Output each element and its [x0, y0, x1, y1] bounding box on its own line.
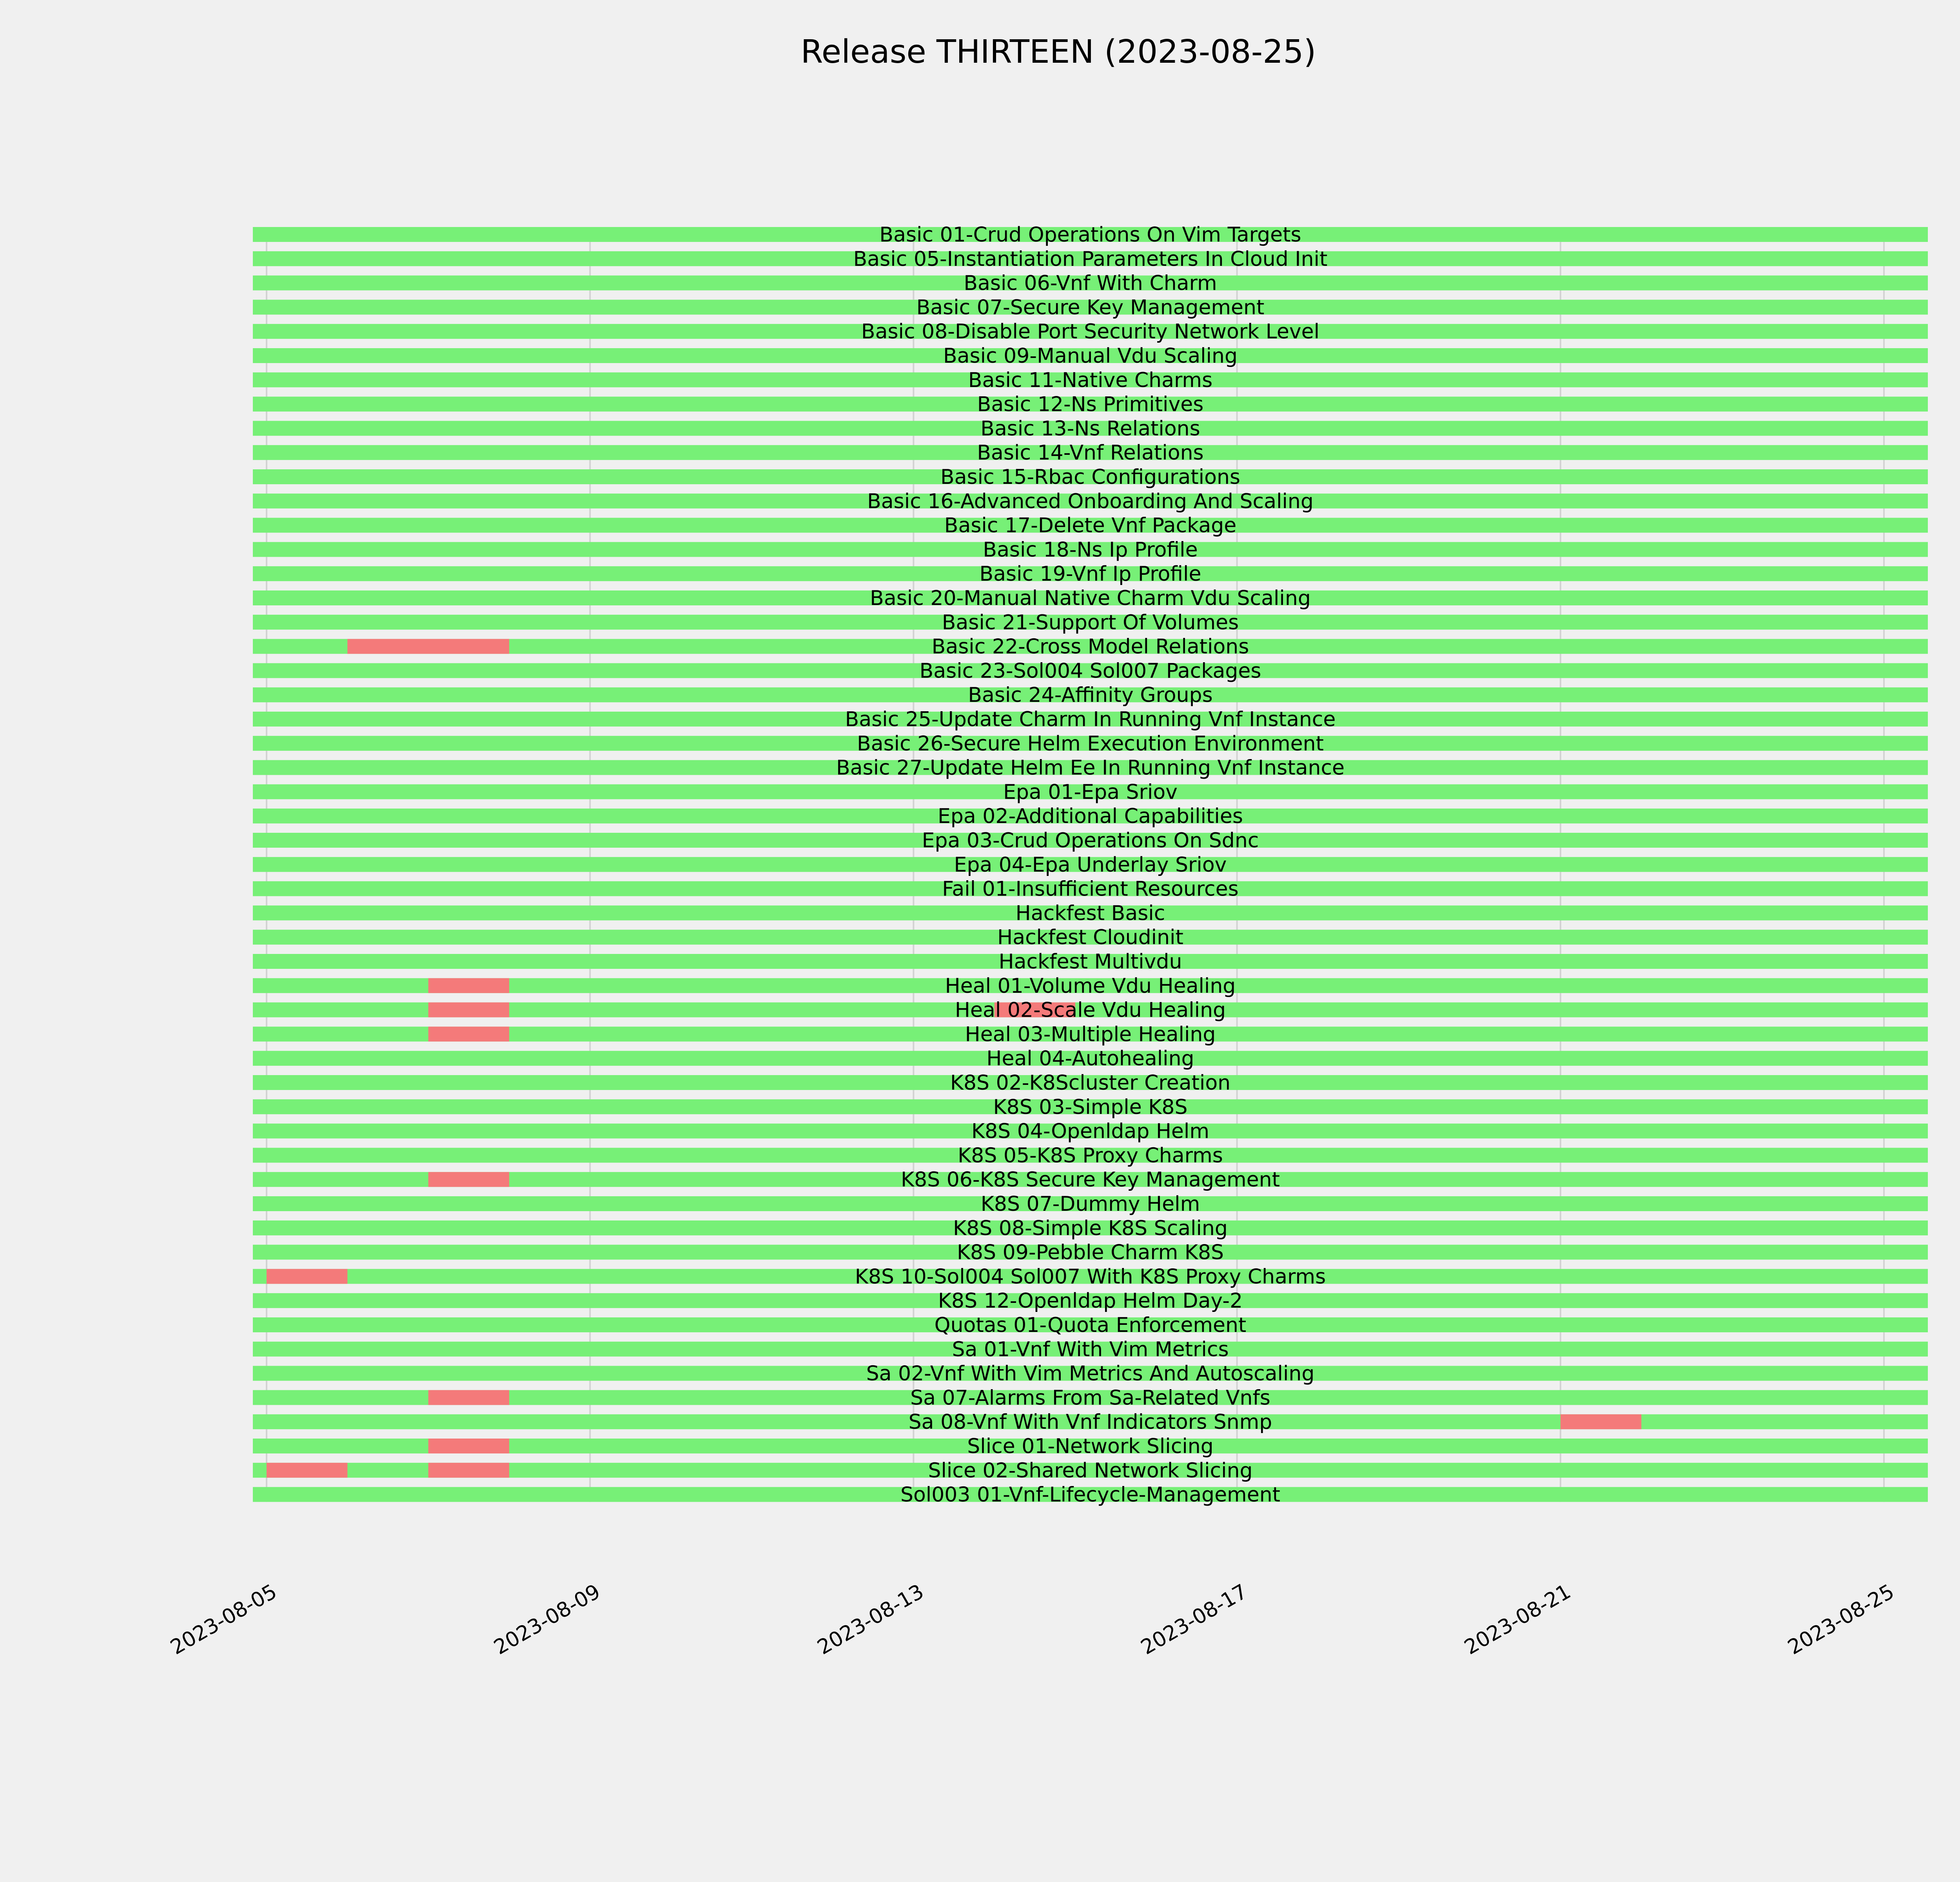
row-label: Hackfest Basic — [1015, 901, 1165, 925]
x-tick-label: 2023-08-17 — [1137, 1580, 1252, 1660]
row-label: K8S 09-Pebble Charm K8S — [956, 1241, 1224, 1264]
row-label: Basic 07-Secure Key Management — [916, 296, 1265, 320]
row-label: Hackfest Cloudinit — [997, 926, 1183, 950]
row-label: K8S 04-Openldap Helm — [971, 1119, 1210, 1143]
row-label: Epa 04-Epa Underlay Sriov — [954, 853, 1227, 877]
row-label: K8S 08-Simple K8S Scaling — [953, 1216, 1228, 1240]
row-label: K8S 07-Dummy Helm — [980, 1192, 1200, 1216]
row-label: Basic 20-Manual Native Charm Vdu Scaling — [870, 587, 1311, 610]
row-label: Basic 25-Update Charm In Running Vnf Instance — [845, 708, 1336, 731]
row-label: Basic 18-Ns Ip Profile — [983, 538, 1198, 562]
row-label: Basic 23-Sol004 Sol007 Packages — [919, 659, 1261, 683]
row-label: Basic 24-Affinity Groups — [968, 683, 1213, 707]
x-tick-label: 2023-08-25 — [1784, 1580, 1898, 1660]
row-label: Hackfest Multivdu — [998, 950, 1182, 974]
row-label: Sol003 01-Vnf-Lifecycle-Management — [900, 1483, 1281, 1507]
row-label: Basic 06-Vnf With Charm — [964, 271, 1217, 295]
x-tick-label: 2023-08-09 — [490, 1580, 604, 1660]
row-label: Epa 02-Additional Capabilities — [938, 805, 1243, 828]
row-label: K8S 02-K8Scluster Creation — [950, 1071, 1231, 1095]
row-bar-fail — [347, 639, 509, 654]
row-label: Basic 21-Support Of Volumes — [942, 610, 1239, 634]
row-label: Sa 07-Alarms From Sa-Related Vnfs — [910, 1386, 1270, 1410]
row-label: Basic 19-Vnf Ip Profile — [979, 562, 1201, 586]
row-bar-fail — [428, 1390, 509, 1405]
row-label: Heal 03-Multiple Healing — [965, 1023, 1216, 1046]
row-label: Basic 01-Crud Operations On Vim Targets — [879, 223, 1301, 247]
row-label: Basic 12-Ns Primitives — [977, 392, 1204, 416]
row-label: K8S 06-K8S Secure Key Management — [900, 1168, 1280, 1192]
row-label: Epa 01-Epa Sriov — [1003, 780, 1178, 804]
row-bar-fail — [267, 1269, 347, 1284]
row-label: K8S 03-Simple K8S — [993, 1095, 1188, 1119]
row-label: Basic 11-Native Charms — [968, 368, 1213, 392]
row-label: K8S 05-K8S Proxy Charms — [958, 1144, 1223, 1168]
row-label: Slice 02-Shared Network Slicing — [928, 1459, 1253, 1482]
row-label: Sa 02-Vnf With Vim Metrics And Autoscaling — [866, 1362, 1315, 1386]
row-label: Basic 13-Ns Relations — [980, 417, 1200, 441]
row-label: Sa 08-Vnf With Vnf Indicators Snmp — [908, 1410, 1272, 1434]
chart-title: Release THIRTEEN (2023-08-25) — [800, 33, 1316, 71]
row-label: Basic 16-Advanced Onboarding And Scaling — [867, 489, 1314, 513]
x-tick-label: 2023-08-05 — [166, 1580, 281, 1660]
row-label: Basic 27-Update Helm Ee In Running Vnf Instance — [836, 756, 1345, 780]
row-label: Heal 04-Autohealing — [986, 1047, 1194, 1071]
row-label: Heal 01-Volume Vdu Healing — [945, 974, 1236, 998]
row-bar-fail — [428, 978, 509, 993]
row-bar-fail — [428, 1172, 509, 1187]
row-label: Basic 05-Instantiation Parameters In Cloud Init — [853, 247, 1328, 271]
row-label: Basic 22-Cross Model Relations — [931, 635, 1249, 659]
row-label: K8S 10-Sol004 Sol007 With K8S Proxy Charms — [855, 1265, 1326, 1289]
row-label: Heal 02-Scale Vdu Healing — [955, 998, 1226, 1022]
x-axis-ticks — [167, 1580, 1898, 1659]
row-label: Quotas 01-Quota Enforcement — [934, 1313, 1247, 1337]
row-label: Fail 01-Insufficient Resources — [942, 877, 1239, 901]
row-bar-fail — [428, 1463, 509, 1478]
row-label: Epa 03-Crud Operations On Sdnc — [922, 829, 1259, 852]
row-bar-fail — [428, 1003, 509, 1017]
row-label: Sa 01-Vnf With Vim Metrics — [952, 1337, 1229, 1361]
row-bar-fail — [267, 1463, 347, 1478]
row-label: Basic 08-Disable Port Security Network Level — [861, 320, 1320, 344]
row-label: Basic 09-Manual Vdu Scaling — [943, 344, 1238, 368]
row-bar-fail — [428, 1026, 509, 1041]
x-tick-label: 2023-08-13 — [813, 1580, 928, 1660]
row-label: Basic 15-Rbac Configurations — [940, 465, 1240, 489]
row-bar-fail — [428, 1439, 509, 1453]
row-label: Basic 14-Vnf Relations — [977, 441, 1204, 465]
row-label: Slice 01-Network Slicing — [967, 1435, 1214, 1458]
row-bar-fail — [1561, 1414, 1641, 1429]
row-label: K8S 12-Openldap Helm Day-2 — [938, 1289, 1243, 1313]
row-label: Basic 17-Delete Vnf Package — [944, 514, 1237, 538]
row-label: Basic 26-Secure Helm Execution Environment — [857, 732, 1324, 756]
x-tick-label: 2023-08-21 — [1460, 1580, 1575, 1660]
